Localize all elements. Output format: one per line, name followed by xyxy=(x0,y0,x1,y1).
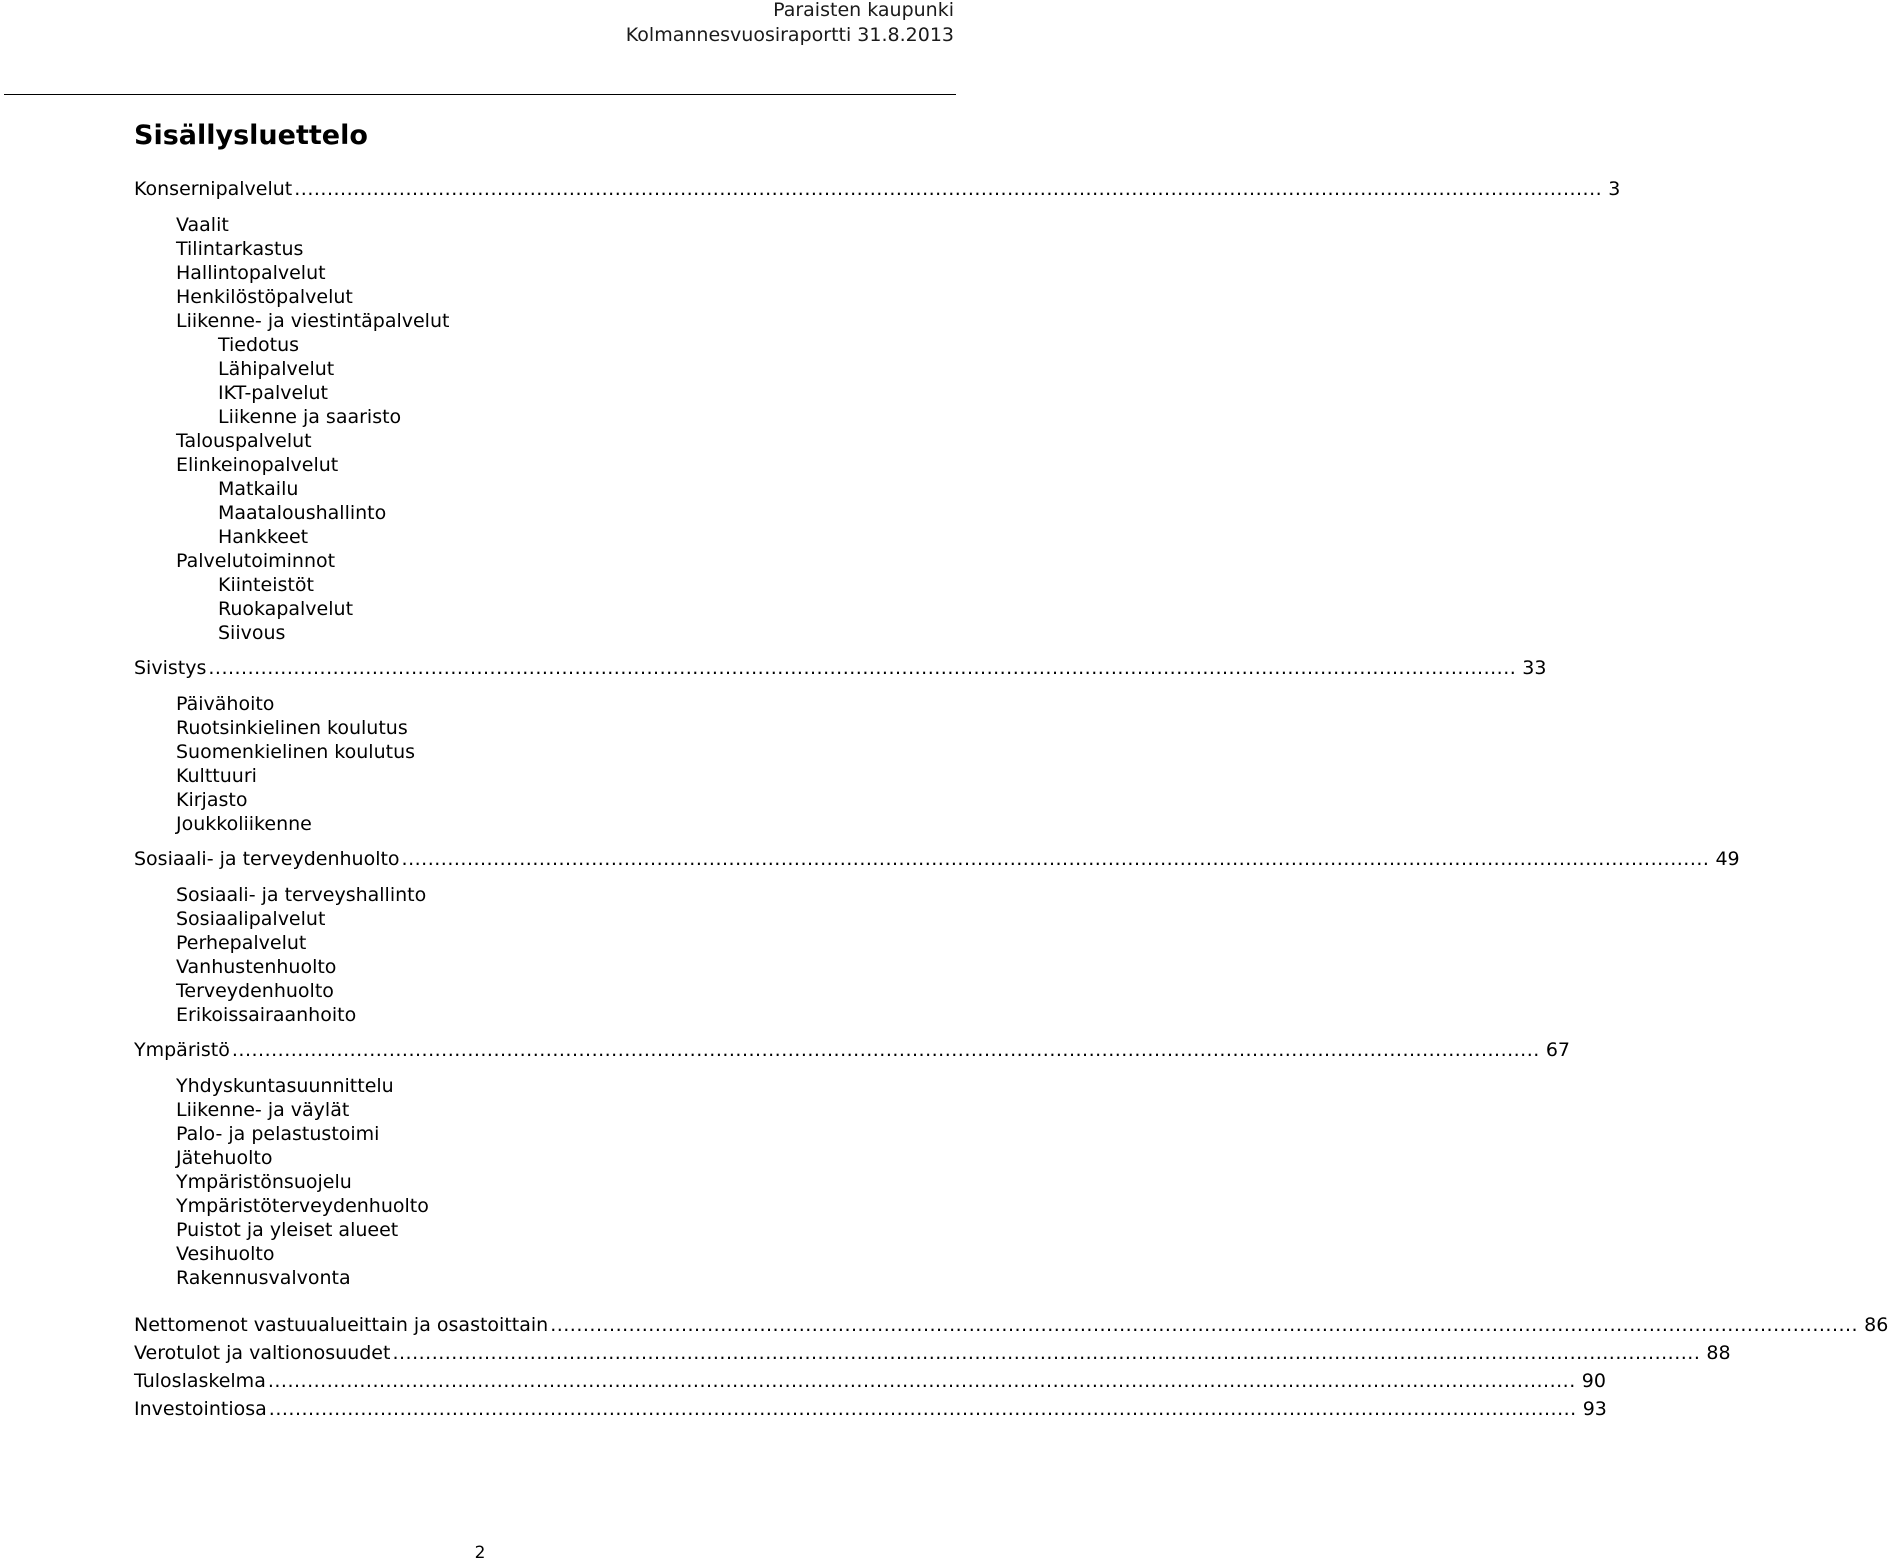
toc-subentry[interactable]: Ruotsinkielinen koulutus xyxy=(176,717,408,739)
toc-subentry[interactable]: Joukkoliikenne xyxy=(176,813,312,835)
toc-subentry[interactable]: Tilintarkastus xyxy=(176,238,304,260)
toc-entry-label: Nettomenot vastuualueittain ja osastoittain xyxy=(134,1314,549,1336)
toc-entry-label: Sivistys xyxy=(134,657,207,679)
toc-dot-leader: ........................................................................................................................................................................................................ xyxy=(401,848,1710,870)
toc-page-number: 33 xyxy=(1522,657,1547,679)
toc-subentry[interactable]: Hallintopalvelut xyxy=(176,262,326,284)
toc-dot-leader: ........................................................................................................................................................................................................ xyxy=(208,657,1517,679)
toc-subentry[interactable]: Päivähoito xyxy=(176,693,275,715)
toc-subsubentry[interactable]: Matkailu xyxy=(218,478,299,500)
toc-subsubentry[interactable]: Kiinteistöt xyxy=(218,574,314,596)
toc-dot-leader: ........................................................................................................................................................................................................ xyxy=(550,1314,1859,1336)
toc-subentry[interactable]: Suomenkielinen koulutus xyxy=(176,741,416,763)
toc-subsubentry[interactable]: Ruokapalvelut xyxy=(218,598,354,620)
toc-entry-label: Tuloslaskelma xyxy=(134,1370,266,1392)
toc-subentry[interactable]: Ympäristönsuojelu xyxy=(176,1171,352,1193)
toc-subsubentry[interactable]: Tiedotus xyxy=(218,334,300,356)
toc-page-number: 88 xyxy=(1706,1342,1731,1364)
toc-subentry[interactable]: Vaalit xyxy=(176,214,229,236)
page-header xyxy=(626,0,954,48)
toc-entry-label: Investointiosa xyxy=(134,1398,267,1420)
toc-entry-tuloslaskelma[interactable] xyxy=(134,1369,1606,1393)
toc-subentry[interactable]: Rakennusvalvonta xyxy=(176,1267,351,1289)
toc-entry-investointiosa[interactable] xyxy=(134,1397,1607,1421)
toc-subentry[interactable]: Sosiaali- ja terveyshallinto xyxy=(176,884,427,906)
toc-subentry[interactable]: Perhepalvelut xyxy=(176,932,307,954)
toc-subentry[interactable]: Talouspalvelut xyxy=(176,430,312,452)
toc-dot-leader: ........................................................................................................................................................................................................ xyxy=(392,1342,1701,1364)
toc-subentry[interactable]: Vanhustenhuolto xyxy=(176,956,337,978)
toc-subsubentry[interactable]: Lähipalvelut xyxy=(218,358,335,380)
toc-page-number: 3 xyxy=(1608,178,1621,200)
toc-subsubentry[interactable]: Siivous xyxy=(218,622,286,644)
page-title: Sisällysluettelo xyxy=(134,120,368,151)
toc-entry-konsernipalvelut[interactable] xyxy=(134,177,1621,201)
toc-page-number: 90 xyxy=(1581,1370,1606,1392)
header-organization: Paraisten kaupunki xyxy=(773,0,954,21)
header-report-title: Kolmannesvuosiraportti 31.8.2013 xyxy=(625,24,954,46)
toc-subsubentry[interactable]: Hankkeet xyxy=(218,526,309,548)
toc-subentry[interactable]: Puistot ja yleiset alueet xyxy=(176,1219,399,1241)
page-number: 2 xyxy=(474,1543,486,1563)
toc-subentry[interactable]: Ympäristöterveydenhuolto xyxy=(176,1195,429,1217)
toc-subentry[interactable]: Liikenne- ja viestintäpalvelut xyxy=(176,310,450,332)
toc-entry-sosiaali-ja-terveydenhuolto[interactable] xyxy=(134,847,1740,871)
toc-subentry[interactable]: Henkilöstöpalvelut xyxy=(176,286,353,308)
toc-entry-label: Ympäristö xyxy=(134,1039,230,1061)
toc-subentry[interactable]: Palvelutoiminnot xyxy=(176,550,336,572)
toc-entry-label: Konsernipalvelut xyxy=(134,178,293,200)
toc-page-number: 49 xyxy=(1715,848,1740,870)
toc-subsubentry[interactable]: Maataloushallinto xyxy=(218,502,387,524)
toc-entry-nettomenot[interactable] xyxy=(134,1313,1888,1337)
toc-subentry[interactable]: Terveydenhuolto xyxy=(176,980,334,1002)
toc-page-number: 86 xyxy=(1864,1314,1888,1336)
toc-entry-label: Verotulot ja valtionosuudet xyxy=(134,1342,391,1364)
toc-entry-ymparisto[interactable] xyxy=(134,1038,1570,1062)
toc-subsubentry[interactable]: IKT-palvelut xyxy=(218,382,328,404)
toc-subentry[interactable]: Yhdyskuntasuunnittelu xyxy=(176,1075,394,1097)
toc-dot-leader: ........................................................................................................................................................................................................ xyxy=(294,178,1603,200)
toc-subentry[interactable]: Liikenne- ja väylät xyxy=(176,1099,350,1121)
header-divider xyxy=(4,94,956,95)
toc-subentry[interactable]: Sosiaalipalvelut xyxy=(176,908,326,930)
toc-subsubentry[interactable]: Liikenne ja saaristo xyxy=(218,406,402,428)
toc-entry-verotulot[interactable] xyxy=(134,1341,1731,1365)
toc-subentry[interactable]: Erikoissairaanhoito xyxy=(176,1004,357,1026)
toc-subentry[interactable]: Kirjasto xyxy=(176,789,248,811)
toc-dot-leader: ........................................................................................................................................................................................................ xyxy=(267,1370,1576,1392)
toc-subentry[interactable]: Palo- ja pelastustoimi xyxy=(176,1123,380,1145)
toc-dot-leader: ........................................................................................................................................................................................................ xyxy=(268,1398,1577,1420)
toc-page-number: 67 xyxy=(1545,1039,1570,1061)
toc-subentry[interactable]: Vesihuolto xyxy=(176,1243,275,1265)
toc-subentry[interactable]: Kulttuuri xyxy=(176,765,257,787)
toc-dot-leader: ........................................................................................................................................................................................................ xyxy=(231,1039,1540,1061)
toc-entry-label: Sosiaali- ja terveydenhuolto xyxy=(134,848,400,870)
toc-entry-sivistys[interactable] xyxy=(134,656,1547,680)
toc-subentry[interactable]: Jätehuolto xyxy=(176,1147,273,1169)
toc-page-number: 93 xyxy=(1582,1398,1607,1420)
toc-subentry[interactable]: Elinkeinopalvelut xyxy=(176,454,339,476)
